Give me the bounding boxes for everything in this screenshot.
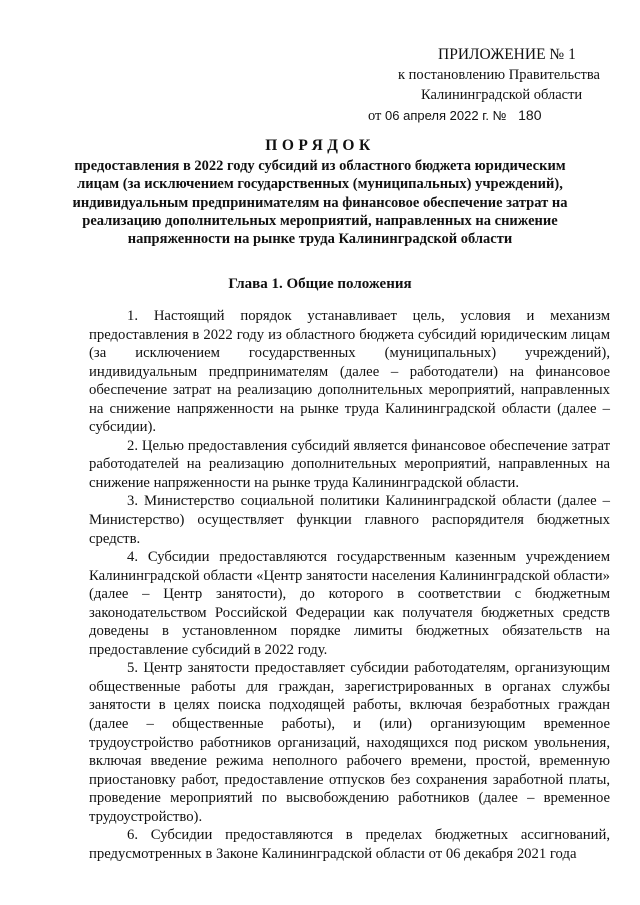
paragraph-4: 4. Субсидии предоставляются государственным казенным учреждением Калининградской области «Центр занятости населения Калининградской области» (далее – Центр занятости), до которого в соответствии с бюджетным законодательством Российской Федерации как получателя бюджетных средств доведены в установленном порядке лимиты бюджетных обязательств на предоставление субсидий в 2022 году. — [89, 549, 610, 658]
paragraph-5: 5. Центр занятости предоставляет субсидии работодателям, организующим общественные работы для граждан, зарегистрированных в органах службы занятости в целях поиска подходящей работы, включая безработных граждан (далее – общественные работы), и (или) организующим временное трудоустройство работников организаций, находящихся под риском увольнения, включая введение режима неполного рабочего времени, простой, временную приостановку работ, предоставление отпусков без сохранения заработной платы, проведение мероприятий по высвобождению работников (далее – временное трудоустройство). — [89, 660, 610, 825]
paragraph-6: 6. Субсидии предоставляются в пределах бюджетных ассигнований, предусмотренных в Законе Калининградской области от 06 декабря 2021 года — [89, 827, 610, 862]
appendix-from: от — [368, 108, 382, 124]
appendix-number: 180 — [518, 107, 542, 123]
appendix-title: ПРИЛОЖЕНИЕ № 1 — [438, 46, 576, 63]
chapter-title: Глава 1. Общие положения — [228, 276, 412, 292]
paragraph-2: 2. Целью предоставления субсидий является финансовое обеспечение затрат работодателей на реализацию дополнительных мероприятий, направленных на снижение напряженности на рынке труда Калининградской области. — [89, 437, 610, 491]
paragraph-3: 3. Министерство социальной политики Калининградской области (далее – Министерство) осуществляет функции главного распорядителя бюджетных средств. — [89, 493, 610, 547]
appendix-region-line: Калининградской области — [421, 87, 583, 103]
appendix-block — [360, 45, 620, 126]
appendix-date-line — [360, 105, 620, 126]
appendix-resolution-line: к постановлению Правительства — [398, 67, 600, 83]
appendix-date: 06 апреля — [385, 108, 447, 123]
heading-subtitle: предоставления в 2022 году субсидий из областного бюджета юридическим лицам (за исключением государственных (муниципальных) учреждений), индивидуальным предпринимателям на финансовое обеспечение затрат на реализацию дополнительных мероприятий, направленных на снижение напряженности на рынке труда Калининградской области — [72, 158, 568, 248]
heading-title: ПОРЯДОК — [265, 137, 375, 154]
paragraph-1: 1. Настоящий порядок устанавливает цель, условия и механизм предоставления в 2022 году из областного бюджета субсидий юридическим лицам (за исключением государственных (муниципальных) учреждений), индивидуальным предпринимателям (далее – работодатели) на финансовое обеспечение затрат на реализацию дополнительных мероприятий, направленных на снижение напряженности на рынке труда Калининградской области (далее – субсидии). — [89, 308, 610, 436]
document-heading — [60, 136, 580, 248]
appendix-year: 2022 г. № — [449, 108, 507, 123]
document-body — [89, 307, 610, 863]
